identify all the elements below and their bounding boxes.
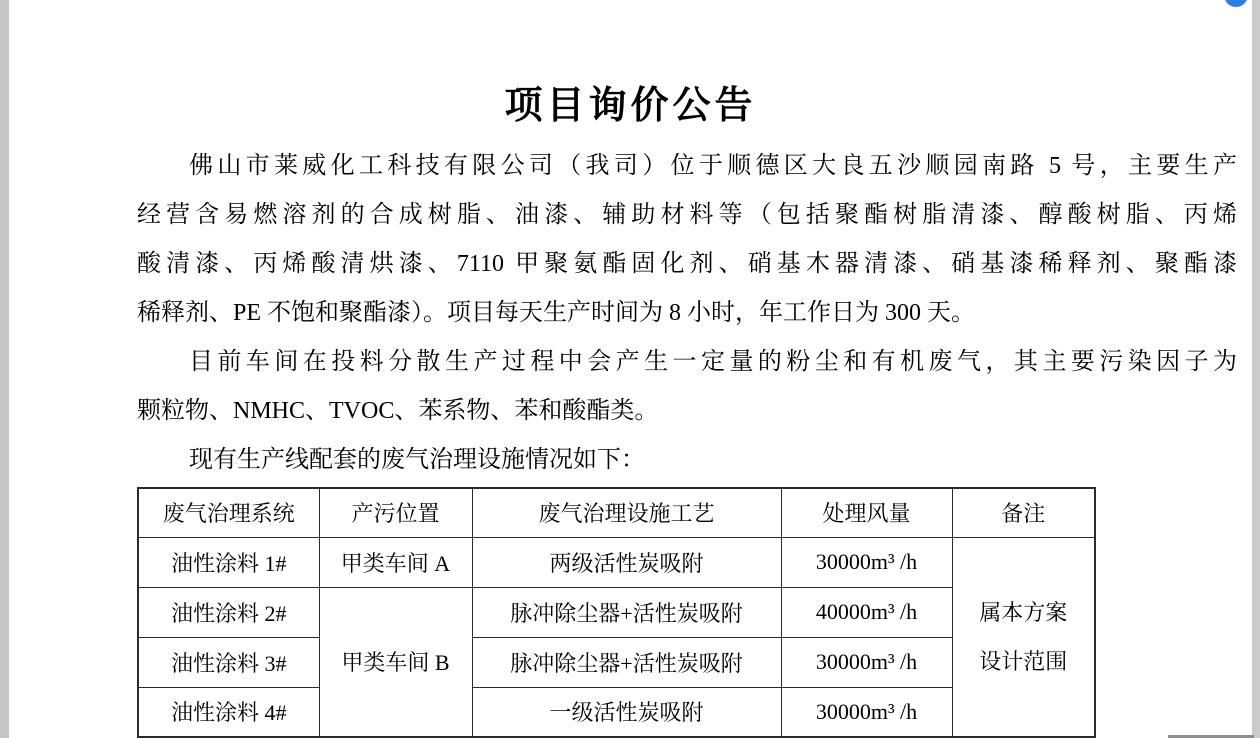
header-system: 废气治理系统 <box>138 488 319 537</box>
cell-process: 两级活性炭吸附 <box>472 537 781 587</box>
cell-process: 脉冲除尘器+活性炭吸附 <box>472 637 781 687</box>
table-row <box>138 687 1095 737</box>
table-header-row <box>138 488 1095 537</box>
cell-airflow: 30000m³ /h <box>781 637 952 687</box>
cell-location-merged: 甲类车间 B <box>319 587 472 737</box>
waste-gas-treatment-table <box>137 487 1096 738</box>
table-row <box>138 587 1095 637</box>
header-remark: 备注 <box>952 488 1095 537</box>
paragraph-2-line-2: 颗粒物、NMHC、TVOC、苯系物、苯和酸酯类。 <box>137 398 659 424</box>
cell-airflow: 40000m³ /h <box>781 587 952 637</box>
paragraph-3-line-1: 现有生产线配套的废气治理设施情况如下： <box>189 447 645 473</box>
cell-airflow: 30000m³ /h <box>781 537 952 587</box>
cell-system: 油性涂料 1# <box>138 537 319 587</box>
header-airflow: 处理风量 <box>781 488 952 537</box>
paragraph-2-line-1: 目前车间在投料分散生产过程中会产生一定量的粉尘和有机废气，其主要污染因子为 <box>189 349 1237 375</box>
left-margin-strip <box>0 0 9 738</box>
header-process: 废气治理设施工艺 <box>472 488 781 537</box>
remark-line-1: 属本方案 <box>979 599 1068 625</box>
cell-system: 油性涂料 2# <box>138 587 319 637</box>
document-body <box>137 142 1237 485</box>
cell-system: 油性涂料 4# <box>138 687 319 737</box>
cell-process: 脉冲除尘器+活性炭吸附 <box>472 587 781 637</box>
cell-location: 甲类车间 A <box>319 537 472 587</box>
cell-system: 油性涂料 3# <box>138 637 319 687</box>
paragraph-1-line-1: 佛山市莱威化工科技有限公司（我司）位于顺德区大良五沙顺园南路 5 号，主要生产 <box>189 153 1237 179</box>
remark-line-2: 设计范围 <box>979 648 1068 674</box>
paragraph-1-line-2: 经营含易燃溶剂的合成树脂、油漆、辅助材料等（包括聚酯树脂清漆、醇酸树脂、丙烯 <box>137 202 1237 228</box>
paragraph-1-line-3: 酸清漆、丙烯酸清烘漆、7110 甲聚氨酯固化剂、硝基木器清漆、硝基漆稀释剂、聚酯漆 <box>137 251 1237 277</box>
table-row <box>138 637 1095 687</box>
header-location: 产污位置 <box>319 488 472 537</box>
document-title: 项目询价公告 <box>504 85 757 127</box>
floating-assistant-button-icon[interactable] <box>1224 0 1248 7</box>
right-margin-strip <box>1252 0 1260 738</box>
table-row <box>138 537 1095 587</box>
cell-airflow: 30000m³ /h <box>781 687 952 737</box>
paragraph-1-line-4: 稀释剂、PE 不饱和聚酯漆）。项目每天生产时间为 8 小时，年工作日为 300 天。 <box>137 300 976 326</box>
cell-process: 一级活性炭吸附 <box>472 687 781 737</box>
cell-remark-merged <box>952 537 1095 737</box>
